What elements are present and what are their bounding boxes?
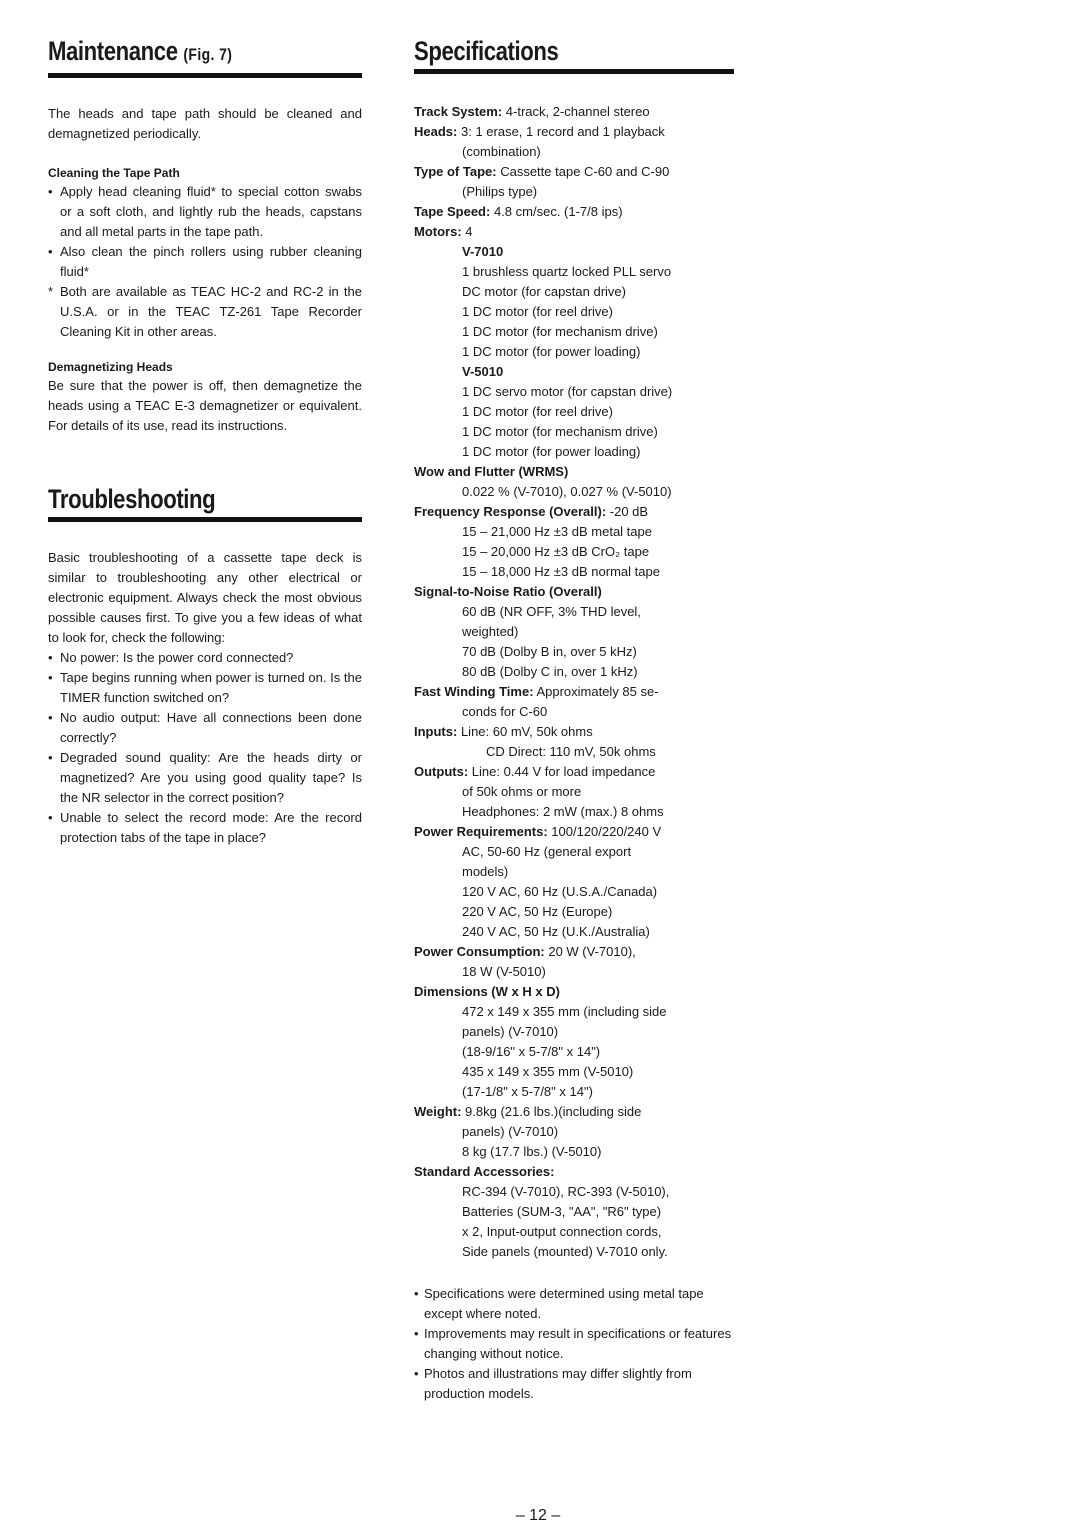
spec-label: Power Consumption:: [414, 944, 545, 959]
spec-motors: [414, 222, 734, 242]
footnote-mark: *: [48, 284, 54, 299]
spec-value: 3: 1 erase, 1 record and 1 playback: [460, 124, 665, 139]
spec-continuation: panels) (V-7010): [462, 1124, 559, 1139]
spec-continuation: panels) (V-7010): [462, 1024, 559, 1039]
maintenance-title: [48, 36, 305, 70]
spec-label: Heads:: [414, 124, 458, 139]
spec-value: -20 dB: [606, 504, 649, 519]
spec-continuation: (Philips type): [462, 184, 538, 199]
maintenance-heading: [48, 36, 362, 78]
list-item: [48, 242, 362, 282]
list-item-text: Apply head cleaning fluid* to special cotton swabs or a soft cloth, and lightly rub the heads, capstans and all metal parts in the tape path.: [60, 184, 362, 239]
spec-continuation: 120 V AC, 60 Hz (U.S.A./Canada): [462, 884, 658, 899]
bullet-mark: •: [48, 810, 53, 825]
spec-outputs: [414, 762, 734, 782]
spec-continuation: 15 – 18,000 Hz ±3 dB normal tape: [462, 564, 660, 579]
spec-value: 4-track, 2-channel stereo: [505, 104, 650, 119]
spec-dimensions-label: Dimensions (W x H x D): [414, 984, 560, 999]
spec-tape-speed: [414, 202, 734, 222]
bullet-mark: •: [414, 1366, 419, 1381]
spec-label: Fast Winding Time:: [414, 684, 534, 699]
spec-label: Motors:: [414, 224, 462, 239]
spec-inputs: [414, 722, 734, 742]
list-item: [414, 1324, 734, 1364]
bullet-mark: •: [414, 1326, 419, 1341]
spec-value: 4: [465, 224, 473, 239]
spec-continuation: 0.022 % (V-7010), 0.027 % (V-5010): [462, 484, 672, 499]
list-item-text: No power: Is the power cord connected?: [60, 650, 294, 665]
cleaning-list: [48, 182, 362, 342]
spec-fast-winding: [414, 682, 734, 702]
bullet-mark: •: [48, 184, 53, 199]
list-item: [48, 708, 362, 748]
spec-weight: [414, 1102, 734, 1122]
spec-label: Tape Speed:: [414, 204, 491, 219]
list-item-text: Degraded sound quality: Are the heads dirty or magnetized? Are you using good quality tape? Is the NR selector in the correct position?: [60, 750, 362, 805]
spec-continuation: AC, 50-60 Hz (general export: [462, 844, 632, 859]
spec-continuation: models): [462, 864, 509, 879]
spec-continuation: 1 DC servo motor (for capstan drive): [462, 384, 673, 399]
spec-continuation: RC-394 (V-7010), RC-393 (V-5010),: [462, 1184, 670, 1199]
specifications-title: Specifications: [414, 36, 559, 66]
specification-notes: [414, 1284, 734, 1404]
list-item-text: No audio output: Have all connections been done correctly?: [60, 710, 362, 745]
spec-continuation: conds for C-60: [462, 704, 548, 719]
list-item: [48, 182, 362, 242]
bullet-mark: •: [48, 244, 53, 259]
spec-continuation: 472 x 149 x 355 mm (including side: [462, 1004, 667, 1019]
right-column: [414, 36, 734, 1404]
spec-continuation: 1 DC motor (for reel drive): [462, 304, 613, 319]
spec-continuation: Headphones: 2 mW (max.) 8 ohms: [462, 804, 664, 819]
spec-continuation: Side panels (mounted) V-7010 only.: [462, 1244, 668, 1259]
spec-continuation: (18-9/16" x 5-7/8" x 14"): [462, 1044, 601, 1059]
spec-continuation: 1 DC motor (for power loading): [462, 444, 641, 459]
spec-continuation: 15 – 20,000 Hz ±3 dB CrO₂ tape: [462, 544, 650, 559]
spec-power-requirements: [414, 822, 734, 842]
cleaning-title: Cleaning the Tape Path: [48, 166, 180, 180]
spec-value: 100/120/220/240 V: [551, 824, 662, 839]
spec-value: 4.8 cm/sec. (1-7/8 ips): [493, 204, 623, 219]
list-item: [414, 1364, 734, 1404]
spec-value: 9.8kg (21.6 lbs.)(including side: [465, 1104, 642, 1119]
spec-continuation: Batteries (SUM-3, "AA", "R6" type): [462, 1204, 662, 1219]
spec-model-v5010: V-5010: [462, 364, 504, 379]
spec-label: Track System:: [414, 104, 503, 119]
spec-snr-label: Signal-to-Noise Ratio (Overall): [414, 584, 602, 599]
spec-continuation: CD Direct: 110 mV, 50k ohms: [486, 744, 656, 759]
spec-tape-type: [414, 162, 734, 182]
spec-value: Approximately 85 se-: [536, 684, 659, 699]
spec-continuation: 435 x 149 x 355 mm (V-5010): [462, 1064, 634, 1079]
spec-label: Power Requirements:: [414, 824, 548, 839]
spec-continuation: 1 brushless quartz locked PLL servo: [462, 264, 672, 279]
maintenance-intro: The heads and tape path should be cleaned and demagnetized periodically.: [48, 106, 362, 141]
troubleshooting-intro: Basic troubleshooting of a cassette tape deck is similar to troubleshooting any other electrical or electronic equipment. Always check the most obvious possible causes first. To give you a few ideas of what to look for, check the following:: [48, 550, 362, 645]
spec-continuation: 18 W (V-5010): [462, 964, 546, 979]
list-item: [414, 1284, 734, 1324]
spec-value: 20 W (V-7010),: [548, 944, 636, 959]
spec-continuation: 1 DC motor (for power loading): [462, 344, 641, 359]
spec-continuation: 1 DC motor (for mechanism drive): [462, 424, 658, 439]
spec-value: Line: 60 mV, 50k ohms: [460, 724, 593, 739]
spec-track: [414, 102, 734, 122]
spec-label: Frequency Response (Overall):: [414, 504, 607, 519]
spec-label: Weight:: [414, 1104, 462, 1119]
maintenance-fig-ref: (Fig. 7): [183, 45, 233, 64]
list-item: [48, 808, 362, 848]
maintenance-rule: [48, 73, 362, 78]
list-item: [48, 648, 362, 668]
spec-continuation: 240 V AC, 50 Hz (U.K./Australia): [462, 924, 650, 939]
page-number: – 12 –: [515, 1507, 561, 1524]
spec-continuation: (17-1/8" x 5-7/8" x 14"): [462, 1084, 593, 1099]
list-item-text: Photos and illustrations may differ slightly from production models.: [424, 1366, 692, 1401]
spec-continuation: 80 dB (Dolby C in, over 1 kHz): [462, 664, 638, 679]
bullet-mark: •: [48, 750, 53, 765]
list-item-text: Specifications were determined using metal tape except where noted.: [424, 1286, 704, 1321]
spec-continuation: 220 V AC, 50 Hz (Europe): [462, 904, 613, 919]
spec-power-consumption: [414, 942, 734, 962]
troubleshooting-title: Troubleshooting: [48, 484, 216, 514]
list-item: [48, 282, 362, 342]
list-item-text: Unable to select the record mode: Are the record protection tabs of the tape in place?: [60, 810, 362, 845]
spec-accessories-label: Standard Accessories:: [414, 1164, 555, 1179]
list-item-text: Both are available as TEAC HC-2 and RC-2 in the U.S.A. or in the TEAC TZ-261 Tape Recorder Cleaning Kit in other areas.: [60, 284, 362, 339]
spec-heads: [414, 122, 734, 142]
list-item-text: Tape begins running when power is turned on. Is the TIMER function switched on?: [60, 670, 362, 705]
spec-continuation: 1 DC motor (for reel drive): [462, 404, 613, 419]
spec-value: Line: 0.44 V for load impedance: [471, 764, 656, 779]
spec-value: Cassette tape C-60 and C-90: [500, 164, 670, 179]
spec-label: Inputs:: [414, 724, 458, 739]
spec-wow-label: Wow and Flutter (WRMS): [414, 464, 569, 479]
bullet-mark: •: [48, 710, 53, 725]
spec-continuation: 1 DC motor (for mechanism drive): [462, 324, 658, 339]
troubleshooting-list: [48, 648, 362, 848]
troubleshooting-heading: [48, 484, 362, 522]
list-item: [48, 668, 362, 708]
spec-model-v7010: V-7010: [462, 244, 504, 259]
troubleshooting-rule: [48, 517, 362, 522]
spec-continuation: (combination): [462, 144, 541, 159]
specifications-rule: [414, 69, 734, 74]
bullet-mark: •: [414, 1286, 419, 1301]
spec-continuation: weighted): [462, 624, 519, 639]
bullet-mark: •: [48, 650, 53, 665]
spec-continuation: 8 kg (17.7 lbs.) (V-5010): [462, 1144, 602, 1159]
list-item-text: Also clean the pinch rollers using rubber cleaning fluid*: [60, 244, 362, 279]
spec-continuation: of 50k ohms or more: [462, 784, 582, 799]
spec-continuation: DC motor (for capstan drive): [462, 284, 626, 299]
specifications-list: [414, 102, 734, 1262]
maintenance-title-text: Maintenance: [48, 36, 178, 66]
demagnetizing-text: Be sure that the power is off, then demagnetize the heads using a TEAC E-3 demagnetizer or equivalent. For details of its use, read its instructions.: [48, 378, 362, 433]
list-item: [48, 748, 362, 808]
spec-continuation: 70 dB (Dolby B in, over 5 kHz): [462, 644, 637, 659]
demagnetizing-title: Demagnetizing Heads: [48, 360, 173, 374]
list-item-text: Improvements may result in specifications or features changing without notice.: [424, 1326, 732, 1361]
specifications-heading: [414, 36, 734, 74]
bullet-mark: •: [48, 670, 53, 685]
spec-frequency: [414, 502, 734, 522]
spec-label: Type of Tape:: [414, 164, 497, 179]
spec-continuation: 60 dB (NR OFF, 3% THD level,: [462, 604, 641, 619]
left-column: [48, 36, 362, 848]
spec-continuation: 15 – 21,000 Hz ±3 dB metal tape: [462, 524, 652, 539]
spec-label: Outputs:: [414, 764, 469, 779]
spec-continuation: x 2, Input-output connection cords,: [462, 1224, 662, 1239]
